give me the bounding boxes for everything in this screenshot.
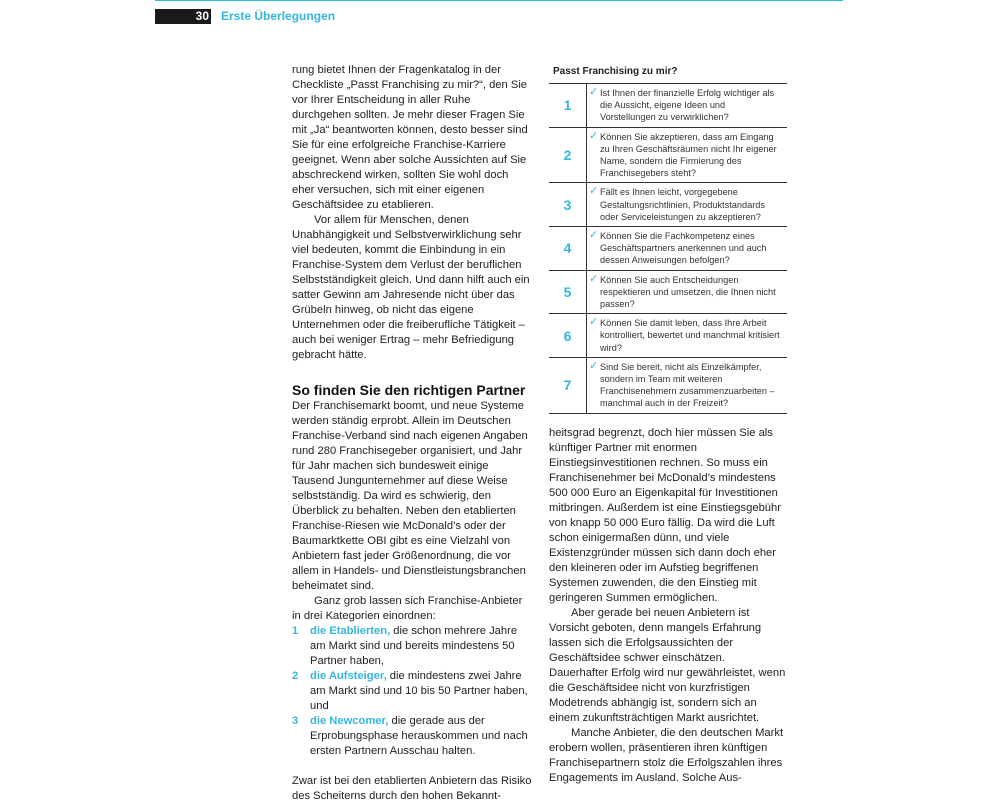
category-number: 3: [292, 715, 299, 727]
checklist-row: [549, 84, 787, 128]
left-paragraph-4: Ganz grob lassen sich Franchise-Anbieter in drei Kategorien einordnen:: [292, 595, 523, 622]
checklist-question-text: Können Sie akzeptieren, dass am Eingang zu Ihren Geschäftsräumen nicht Ihr eigener Name, sondern die Firmierung des Franchisegebers steht?: [600, 131, 777, 179]
checklist-question: [587, 183, 787, 226]
category-term: die Etablierten,: [310, 625, 391, 637]
category-description: die gerade aus der Erprobungsphase herauskommen und nach ersten Partnern Ausschau halten.: [310, 715, 528, 757]
checklist-table: [549, 83, 787, 414]
page-number: 30: [195, 9, 209, 23]
checklist-question-text: Können Sie auch Entscheidungen respektieren und umsetzen, die Ihnen nicht passen?: [600, 274, 776, 310]
header-rule: [155, 0, 843, 1]
left-paragraph-1: rung bietet Ihnen der Fragenkatalog in der Checkliste „Passt Franchising zu mir?“, den Sie vor Ihrer Entscheidung in aller Ruhe durchgehen sollten. Je mehr dieser Fragen Sie mit „Ja“ beantworten können, desto besser sind Sie für eine erfolgreiche Franchise-Karriere geeignet. Wenn aber solche Aussichten auf Sie abschreckend wirken, sollten Sie wohl doch eher versuchen, sich mit einer eigenen Geschäftsidee zu etablieren.: [292, 64, 528, 211]
right-paragraph-1: heitsgrad begrenzt, doch hier müssen Sie als künftiger Partner mit enormen Einstiegsinvestitionen rechnen. So muss ein Franchisenehmer bei McDonald’s mindestens 500 000 Euro an Eigenkapital für Investitionen mitbringen. Außerdem ist eine Einstiegsgebühr von knapp 50 000 Euro fällig. Da wird die Luft schon einigermaßen dünn, und viele Existenzgründer müssen sich dann doch eher den kleineren oder im Aufstieg begriffenen Systemen zuwenden, die den Einstieg mit geringeren Summen ermöglichen.: [549, 427, 781, 604]
checklist-question-text: Fällt es Ihnen leicht, vorgegebene Gestaltungsrichtlinien, Produktstandards oder Serviceleistungen zu akzeptieren?: [600, 187, 765, 222]
category-description: die mindestens zwei Jahre am Markt sind und 10 bis 50 Partner haben, und: [310, 670, 528, 712]
checklist-number: 3: [549, 183, 587, 226]
checklist-row: [549, 314, 787, 358]
category-text: [310, 624, 532, 669]
checklist-question: [587, 128, 787, 183]
checkmark-icon: ✓: [589, 359, 599, 372]
right-paragraph-2: Aber gerade bei neuen Anbietern ist Vorsicht geboten, denn mangels Erfahrung lassen sich die Erfolgsaussichten der Geschäftsidee schwer einschätzen. Dauerhafter Erfolg wird nur gewährleistet, wenn die Geschäftsidee nicht von kurzfristigen Modetrends abhängig ist, sondern sich an einem zukunftsträchtigen Markt ausrichtet.: [549, 607, 786, 724]
checklist-number: 2: [549, 128, 587, 183]
checklist-question: [587, 84, 787, 127]
checkmark-icon: ✓: [589, 316, 599, 329]
checkmark-icon: ✓: [589, 86, 599, 98]
checklist-question: [587, 358, 787, 413]
left-paragraph-3: Der Franchisemarkt boomt, und neue Systeme werden ständig erprobt. Allein im Deutschen Franchise-Verband sind nach eigenen Angaben rund 280 Franchisegeber organisiert, und Jahr für Jahr machen sich bundesweit einige Tausend Jungunternehmer auf diese Weise selbstständig. Da wird es schwierig, den Überblick zu behalten. Neben den etablierten Franchise-Riesen wie McDonald’s oder der Baumarktkette OBI gibt es eine Vielzahl von Anbietern fast jeder Größenordnung, die vor allem in Handels- und Dienstleistungsbranchen beheimatet sind.: [292, 400, 528, 592]
checkmark-icon: ✓: [589, 229, 599, 242]
checklist-question: [587, 271, 787, 314]
checkmark-icon: ✓: [589, 185, 599, 198]
checklist-number: 6: [549, 314, 587, 357]
checklist-question-text: Können Sie damit leben, dass Ihre Arbeit kontrolliert, bewertet und manchmal kritisiert wird?: [600, 318, 780, 353]
checklist-title: Passt Franchising zu mir?: [553, 66, 678, 77]
checkmark-icon: ✓: [589, 129, 599, 142]
checklist-question-text: Ist Ihnen der finanzielle Erfolg wichtiger als die Aussicht, eigene Ideen und Vorstellungen zu verwirklichen?: [600, 88, 775, 123]
checklist-number: 5: [549, 271, 587, 314]
checklist-row: [549, 227, 787, 271]
checklist-number: 7: [549, 358, 587, 413]
left-paragraph-5: Zwar ist bei den etablierten Anbietern das Risiko des Scheiterns durch den hohen Bekannt-: [292, 775, 532, 802]
checklist-question-text: Können Sie die Fachkompetenz eines Geschäftspartners anerkennen und auch dessen Anweisungen befolgen?: [600, 231, 767, 266]
category-description: die schon mehrere Jahre am Markt sind und bereits mindestens 50 Partner haben,: [310, 625, 518, 667]
category-number: 1: [292, 625, 299, 637]
checklist-row: [549, 183, 787, 227]
category-text: [310, 669, 532, 714]
checklist-row: [549, 271, 787, 315]
checklist-row: [549, 128, 787, 184]
section-heading: So finden Sie den richtigen Partner: [292, 382, 526, 398]
checkmark-icon: ✓: [589, 272, 599, 285]
checklist-question: [587, 314, 787, 357]
left-column: [292, 63, 532, 804]
right-column: [549, 426, 786, 786]
checklist-row: [549, 358, 787, 414]
category-number: 2: [292, 670, 299, 682]
checklist-question: [587, 227, 787, 270]
category-term: die Newcomer,: [310, 715, 389, 727]
checklist-question-text: Sind Sie bereit, nicht als Einzelkämpfer, sondern im Team mit weiteren Franchisenehmern zusammenzuarbeiten – manchmal auch in der Freizeit?: [600, 361, 775, 409]
category-item: [292, 714, 532, 759]
checklist-number: 4: [549, 227, 587, 270]
category-text: [310, 714, 532, 759]
right-paragraph-3: Manche Anbieter, die den deutschen Markt erobern wollen, präsentieren ihren künftigen Franchisepartnern stolz die Erfolgszahlen ihres Engagements im Ausland. Solche Aus-: [549, 727, 784, 784]
category-term: die Aufsteiger,: [310, 670, 387, 682]
chapter-title: Erste Überlegungen: [221, 9, 336, 23]
category-item: [292, 669, 532, 714]
category-item: [292, 624, 532, 669]
checklist-number: 1: [549, 84, 587, 127]
left-paragraph-2: Vor allem für Menschen, denen Unabhängigkeit und Selbstverwirklichung sehr viel bedeuten, kommt die Einbindung in ein Franchise-System dem Verlust der beruflichen Selbstständigkeit gleich. Und dann hilft auch ein satter Gewinn am Jahresende nicht über das Grübeln hinweg, ob nicht das eigene Unternehmen oder die freiberufliche Tätigkeit – auch bei weniger Ertrag – mehr Befriedigung gebracht hätte.: [292, 214, 530, 361]
